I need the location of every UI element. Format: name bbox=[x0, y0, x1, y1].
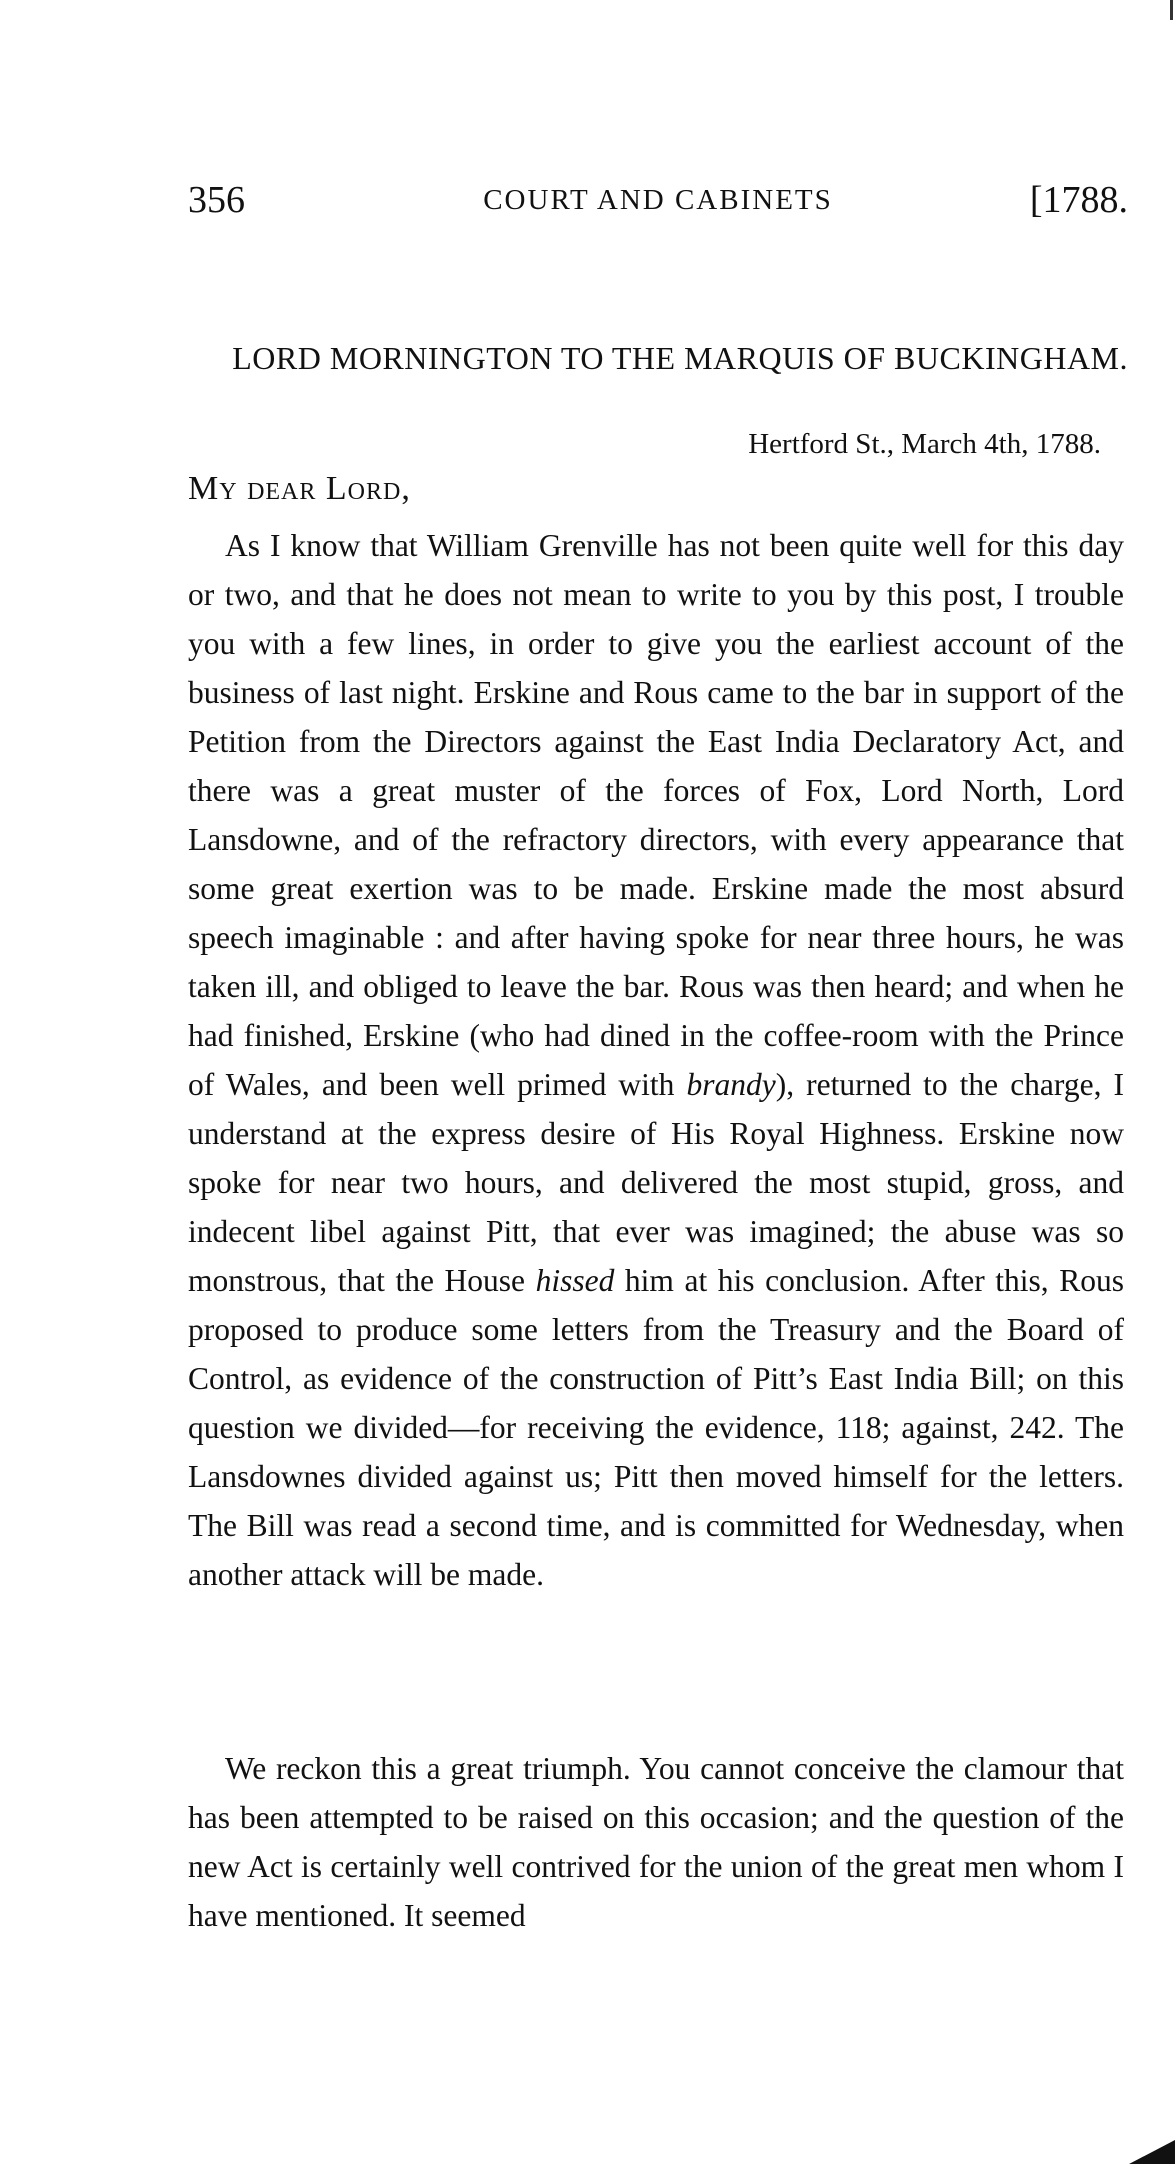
paragraph-1-text-c: him at his conclusion. After this, Rous proposed to produce some letters from the Treasury and the Board of Control, as evidence of the construction of Pitt’s East India Bill; on this question we divided—for receiving the evidence, 118; against, 242. The Lansdownes divided against us; Pitt then moved himself for the letters. The Bill was read a second time, and is committed for Wednesday, when another attack will be made. bbox=[188, 1263, 1124, 1592]
header-year: [1788. bbox=[1029, 179, 1128, 221]
page-header bbox=[188, 178, 1128, 228]
paragraph-2-text: We reckon this a great triumph. You cannot conceive the clamour that has been attempted to be raised on this occasion; and the question of the new Act is certainly well contrived for the union of the great men whom I have mentioned. It seemed bbox=[188, 1751, 1124, 1933]
italic-hissed: hissed bbox=[535, 1263, 615, 1298]
letter-paragraph-1 bbox=[188, 521, 1124, 1599]
paragraph-1-text-b: ), returned to the charge, I understand at the express desire of His Royal Highness. Erskine now spoke for near two hours, and delivered the most stupid, gross, and indecent libel against Pitt, that ever was imagined; the abuse was so monstrous, that the House bbox=[188, 1067, 1124, 1298]
letter-title: LORD MORNINGTON TO THE MARQUIS OF BUCKINGHAM. bbox=[232, 340, 1128, 376]
page-corner-mark bbox=[1129, 2140, 1175, 2164]
italic-brandy: brandy bbox=[686, 1067, 776, 1102]
paragraph-1-text-a: As I know that William Grenville has not been quite well for this day or two, and that he does not mean to write to you by this post, I trouble you with a few lines, in order to give you the earliest account of the business of last night. Erskine and Rous came to the bar in support of the Petition from the Directors against the East India Declaratory Act, and there was a great muster of the forces of Fox, Lord North, Lord Lansdowne, and of the refractory directors, with every appearance that some great exertion was to be made. Erskine made the most absurd speech imaginable : and after having spoke for near three hours, he was taken ill, and obliged to leave the bar. Rous was then heard; and when he had finished, Erskine (who had dined in the coffee-room with the Prince of Wales, and been well primed with bbox=[188, 528, 1124, 1102]
page-edge-mark bbox=[1170, 0, 1173, 20]
page-number: 356 bbox=[188, 179, 245, 221]
letter-paragraph-2 bbox=[188, 1744, 1124, 1940]
running-title: COURT AND CABINETS bbox=[483, 184, 833, 216]
letter-salutation: My dear Lord, bbox=[188, 470, 411, 507]
letter-dateline: Hertford St., March 4th, 1788. bbox=[748, 428, 1101, 460]
